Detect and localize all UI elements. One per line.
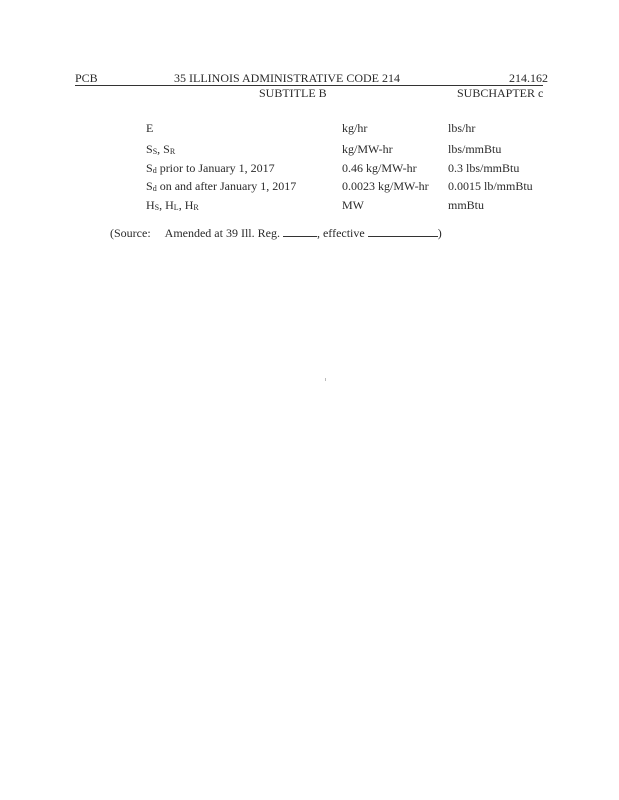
table-row (0, 141, 619, 157)
metric-unit-cell: kg/MW-hr (342, 142, 393, 156)
english-unit-cell: mmBtu (448, 198, 485, 212)
source-text: Amended at 39 Ill. Reg. (164, 226, 280, 240)
effective-date-blank (368, 225, 438, 237)
metric-unit-cell: MW (342, 198, 364, 212)
header-section-number: 214.162 (509, 71, 548, 85)
register-blank (283, 225, 317, 237)
source-note: (Source: Amended at 39 Ill. Reg. , effective ) (110, 226, 442, 240)
variable-cell: $H_S$, $H_L$, $H_R$ (146, 198, 199, 212)
metric-unit-cell: 0.0023 kg/MW-hr (342, 179, 429, 193)
header-code-title: 35 ILLINOIS ADMINISTRATIVE CODE 214 (174, 71, 400, 85)
header-subtitle: SUBTITLE B (259, 86, 327, 100)
variable-cell: E (146, 121, 154, 135)
english-unit-cell: 0.3 lbs/mmBtu (448, 161, 520, 175)
english-unit-cell: 0.0015 lb/mmBtu (448, 179, 533, 193)
source-label: (Source: (110, 226, 151, 240)
header-agency: PCB (75, 71, 98, 85)
table-row (0, 160, 619, 176)
english-unit-cell: lbs/mmBtu (448, 142, 502, 156)
variable-cell: $S_d$ on and after January 1, 2017 (146, 179, 297, 193)
table-row (0, 120, 619, 136)
scan-mark (325, 378, 326, 381)
english-unit-cell: lbs/hr (448, 121, 476, 135)
metric-unit-cell: 0.46 kg/MW-hr (342, 161, 417, 175)
metric-unit-cell: kg/hr (342, 121, 368, 135)
variable-cell: $S_S$, $S_R$ (146, 142, 176, 156)
header-subchapter: SUBCHAPTER c (457, 86, 544, 100)
variable-cell: $S_d$ prior to January 1, 2017 (146, 161, 275, 175)
table-row (0, 178, 619, 194)
table-row (0, 197, 619, 213)
